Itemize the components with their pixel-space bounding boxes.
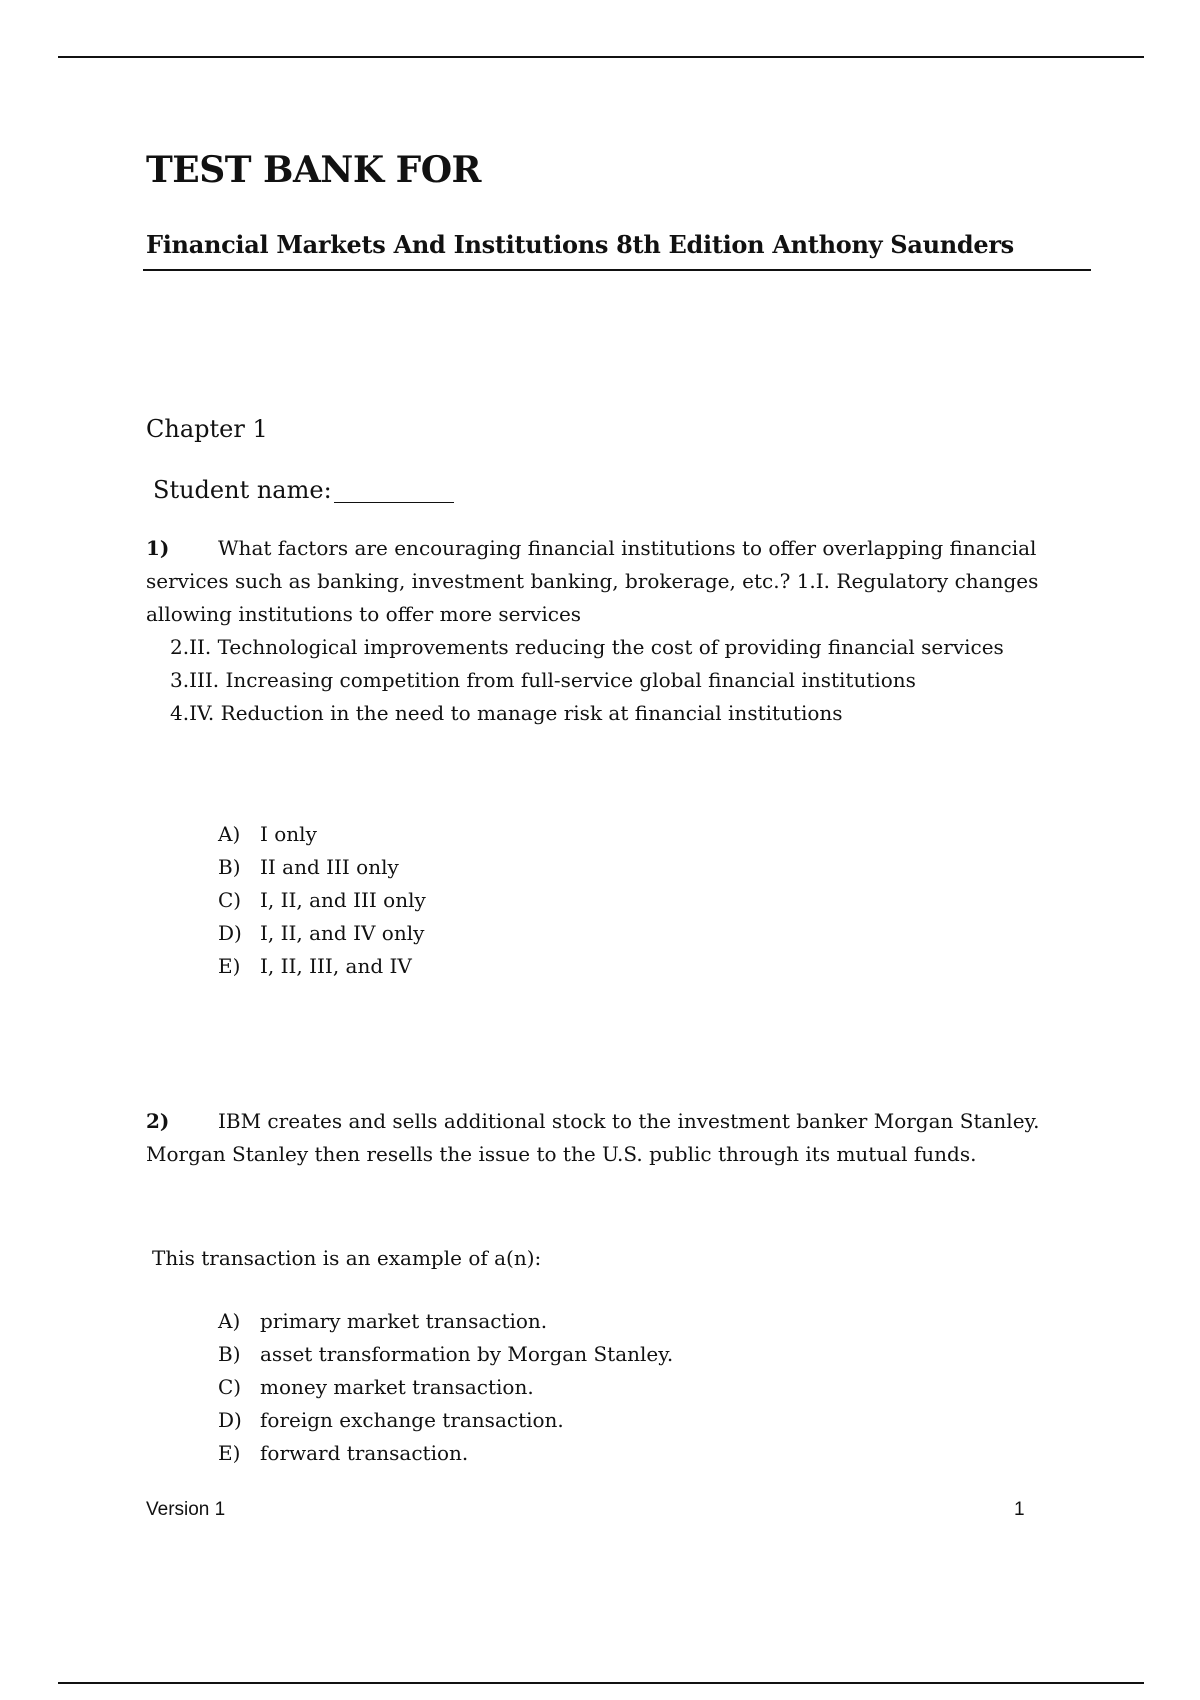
subtitle-underline [143,269,1091,271]
question-1 [146,532,1086,730]
question-number: 1) [146,536,170,560]
version-label: Version 1 [146,1499,226,1520]
bottom-divider [58,1682,1144,1684]
question-1-text [146,532,1086,631]
option-d[interactable]: D) foreign exchange transaction. [218,1408,564,1432]
document-title: TEST BANK FOR [146,149,481,191]
question-1-item-3: 3.III. Increasing competition from full-service global financial institutions [170,668,916,692]
student-name-blank [334,478,454,503]
page-number: 1 [1014,1499,1025,1520]
option-b[interactable]: B) II and III only [218,855,399,879]
question-2-text [146,1105,1086,1171]
question-1-item-4: 4.IV. Reduction in the need to manage risk at financial institutions [170,701,843,725]
option-c[interactable]: C) I, II, and III only [218,888,426,912]
option-e[interactable]: E) I, II, III, and IV [218,954,412,978]
question-1-item-2: 2.II. Technological improvements reducing the cost of providing financial services [170,635,1004,659]
option-c[interactable]: C) money market transaction. [218,1375,534,1399]
question-2-options [218,1305,673,1470]
top-divider [58,56,1144,58]
question-number: 2) [146,1109,170,1133]
option-a[interactable]: A) I only [218,822,317,846]
question-1-options [218,818,426,983]
option-a[interactable]: A) primary market transaction. [218,1309,548,1333]
option-d[interactable]: D) I, II, and IV only [218,921,425,945]
chapter-heading: Chapter 1 [146,415,268,443]
student-name-label: Student name: [153,476,332,504]
question-1-item-1: 1.I. Regulatory changes allowing institutions to offer more services [146,569,1039,626]
question-2-stem: This transaction is an example of a(n): [152,1246,542,1270]
option-b[interactable]: B) asset transformation by Morgan Stanley. [218,1342,674,1366]
question-1-prompt: What factors are encouraging financial institutions to offer overlapping financial services such as banking, investment banking, brokerage, etc.? [146,536,1037,593]
question-2 [146,1105,1086,1171]
option-e[interactable]: E) forward transaction. [218,1441,469,1465]
question-2-prompt: IBM creates and sells additional stock to the investment banker Morgan Stanley. Morgan Stanley then resells the issue to the U.S. public through its mutual funds. [146,1109,1040,1166]
book-subtitle: Financial Markets And Institutions 8th Edition Anthony Saunders [146,230,1014,259]
student-name-field [153,478,454,503]
